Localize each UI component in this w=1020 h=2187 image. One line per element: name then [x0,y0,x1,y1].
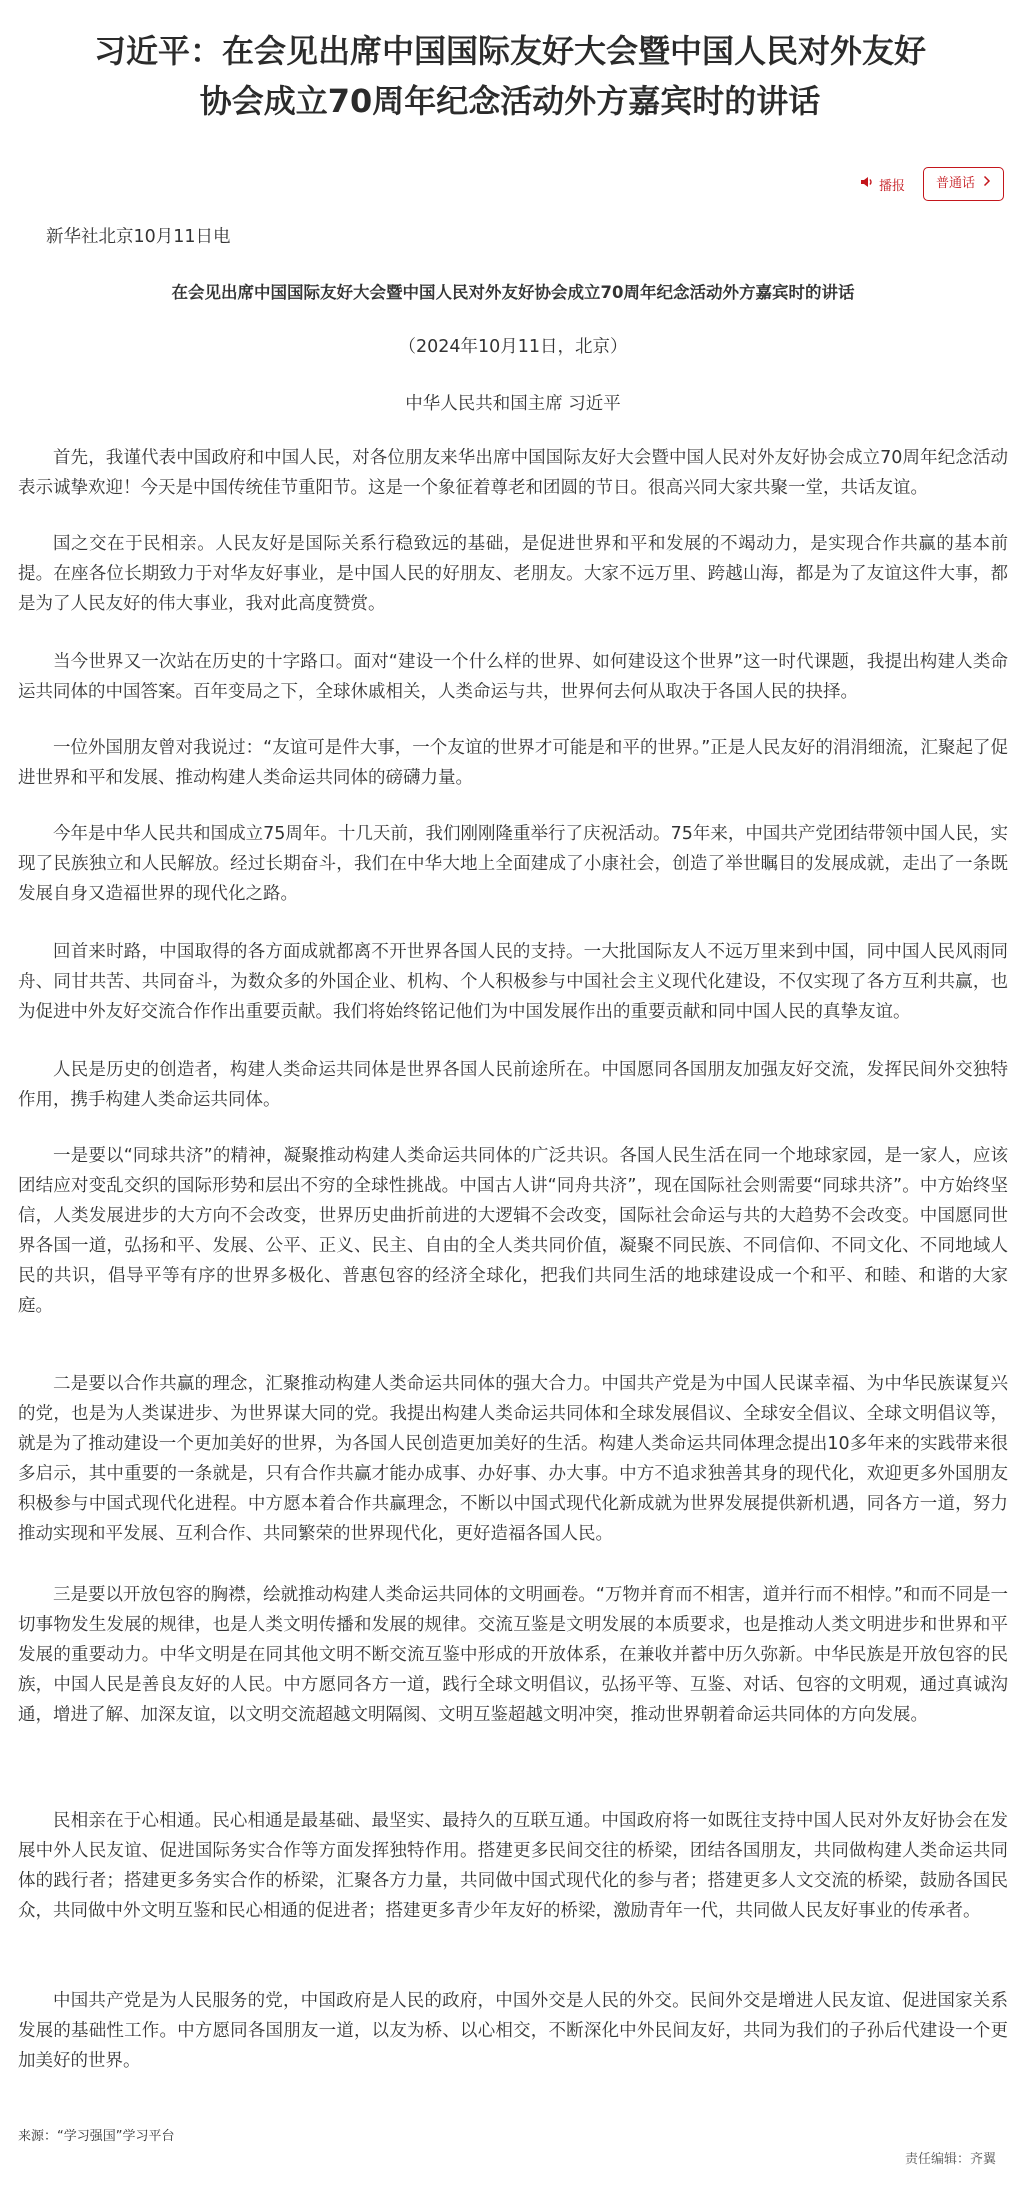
mandarin-select-button[interactable] [923,167,1004,201]
paragraph-2: 国之交在于民相亲。人民友好是国际关系行稳致远的基础，是促进世界和平和发展的不竭动力，是实现合作共赢的基本前提。在座各位长期致力于对华友好事业，是中国人民的好朋友、老朋友。大家不远万里、跨越山海，都是为了友谊这件大事，都是为了人民友好的伟大事业，我对此高度赞赏。 [18,534,1008,614]
editor-line: 责任编辑：齐翼 [904,2152,996,2167]
paragraph-10: 三是要以开放包容的胸襟，绘就推动构建人类命运共同体的文明画卷。“万物并育而不相害，道并行而不相悖。”和而不同是一切事物发生发展的规律，也是人类文明传播和发展的规律。交流互鉴是文明发展的本质要求，也是推动人类文明进步和世界和平发展的重要动力。中华文明是在同其他文明不断交流互鉴中形成的开放体系，在兼收并蓄中历久弥新。中华民族是开放包容的民族，中国人民是善良友好的人民。中方愿同各方一道，践行全球文明倡议，弘扬平等、互鉴、对话、包容的文明观，通过真诚沟通，增进了解、加深友谊，以文明交流超越文明隔阂、文明互鉴超越文明冲突，推动世界朝着命运共同体的方向发展。 [18,1585,1008,1725]
paragraph-3: 当今世界又一次站在历史的十字路口。面对“建设一个什么样的世界、如何建设这个世界”这一时代课题，我提出构建人类命运共同体的中国答案。百年变局之下，全球休戚相关，人类命运与共，世界何去何从取决于各国人民的抉择。 [18,652,1008,702]
article-title [40,26,980,126]
broadcast-label: 播报 [878,178,905,194]
article-title-line2: 协会成立70周年纪念活动外方嘉宾时的讲话 [199,82,821,120]
paragraph-11: 民相亲在于心相通。民心相通是最基础、最坚实、最持久的互联互通。中国政府将一如既往支持中国人民对外友好协会在发展中外人民友谊、促进国际务实合作等方面发挥独特作用。搭建更多民间交往的桥梁，团结各国朋友，共同做构建人类命运共同体的践行者；搭建更多务实合作的桥梁，汇聚各方力量，共同做中国式现代化的参与者；搭建更多人文交流的桥梁，鼓励各国民众，共同做中外文明互鉴和民心相通的促进者；搭建更多青少年友好的桥梁，激励青年一代，共同做人民友好事业的传承者。 [18,1811,1008,1921]
paragraph-9: 二是要以合作共赢的理念，汇聚推动构建人类命运共同体的强大合力。中国共产党是为中国人民谋幸福、为中华民族谋复兴的党，也是为人类谋进步、为世界谋大同的党。我提出构建人类命运共同体和全球发展倡议、全球安全倡议、全球文明倡议等，就是为了推动建设一个更加美好的世界，为各国人民创造更加美好的生活。构建人类命运共同体理念提出10多年来的实践带来很多启示，其中重要的一条就是，只有合作共赢才能办成事、办好事、办大事。中方不追求独善其身的现代化，欢迎更多外国朋友积极参与中国式现代化进程。中方愿本着合作共赢理念，不断以中国式现代化新成就为世界发展提供新机遇，同各方一道，努力推动实现和平发展、互利合作、共同繁荣的世界现代化，更好造福各国人民。 [18,1374,1008,1544]
speaker-icon [860,176,874,192]
paragraph-12: 中国共产党是为人民服务的党，中国政府是人民的政府，中国外交是人民的外交。民间外交是增进人民友谊、促进国家关系发展的基础性工作。中方愿同各国朋友一道，以友为桥、以心相交，不断深化中外民间友好，共同为我们的子孙后代建设一个更加美好的世界。 [18,1991,1008,2071]
speech-date: （2024年10月11日，北京） [398,337,628,357]
dateline: 新华社北京10月11日电 [46,227,231,247]
paragraph-4: 一位外国朋友曾对我说过：“友谊可是件大事，一个友谊的世界才可能是和平的世界。”正是人民友好的涓涓细流，汇聚起了促进世界和平和发展、推动构建人类命运共同体的磅礴力量。 [18,738,1008,788]
chevron-right-icon [983,168,991,200]
mandarin-label: 普通话 [935,176,975,191]
paragraph-6: 回首来时路，中国取得的各方面成就都离不开世界各国人民的支持。一大批国际友人不远万里来到中国，同中国人民风雨同舟、同甘共苦、共同奋斗，为数众多的外国企业、机构、个人积极参与中国社会主义现代化建设，不仅实现了各方互利共赢，也为促进中外友好交流合作作出重要贡献。我们将始终铭记他们为中国发展作出的重要贡献和同中国人民的真挚友谊。 [18,942,1008,1022]
broadcast-button[interactable] [860,175,905,194]
paragraph-1: 首先，我谨代表中国政府和中国人民，对各位朋友来华出席中国国际友好大会暨中国人民对外友好协会成立70周年纪念活动表示诚挚欢迎！今天是中国传统佳节重阳节。这是一个象征着尊老和团圆的节日。很高兴同大家共聚一堂，共话友谊。 [18,448,1008,498]
article-title-line1: 习近平：在会见出席中国国际友好大会暨中国人民对外友好 [93,32,926,70]
speech-title: 在会见出席中国国际友好大会暨中国人民对外友好协会成立70周年纪念活动外方嘉宾时的讲话 [171,283,855,302]
paragraph-5: 今年是中华人民共和国成立75周年。十几天前，我们刚刚隆重举行了庆祝活动。75年来，中国共产党团结带领中国人民，实现了民族独立和人民解放。经过长期奋斗，我们在中华大地上全面建成了小康社会，创造了举世瞩目的发展成就，走出了一条既发展自身又造福世界的现代化之路。 [18,824,1008,904]
source-line: 来源：“学习强国”学习平台 [18,2129,175,2144]
paragraph-7: 人民是历史的创造者，构建人类命运共同体是世界各国人民前途所在。中国愿同各国朋友加强友好交流，发挥民间外交独特作用，携手构建人类命运共同体。 [18,1060,1008,1110]
audio-toolbar [860,167,1004,201]
speaker-line: 中华人民共和国主席 习近平 [405,394,621,414]
paragraph-8: 一是要以“同球共济”的精神，凝聚推动构建人类命运共同体的广泛共识。各国人民生活在同一个地球家园，是一家人，应该团结应对变乱交织的国际形势和层出不穷的全球性挑战。中国古人讲“同舟共济”，现在国际社会则需要“同球共济”。中方始终坚信，人类发展进步的大方向不会改变，世界历史曲折前进的大逻辑不会改变，国际社会命运与共的大趋势不会改变。中国愿同世界各国一道，弘扬和平、发展、公平、正义、民主、自由的全人类共同价值，凝聚不同民族、不同信仰、不同文化、不同地域人民的共识，倡导平等有序的世界多极化、普惠包容的经济全球化，把我们共同生活的地球建设成一个和平、和睦、和谐的大家庭。 [18,1146,1008,1316]
